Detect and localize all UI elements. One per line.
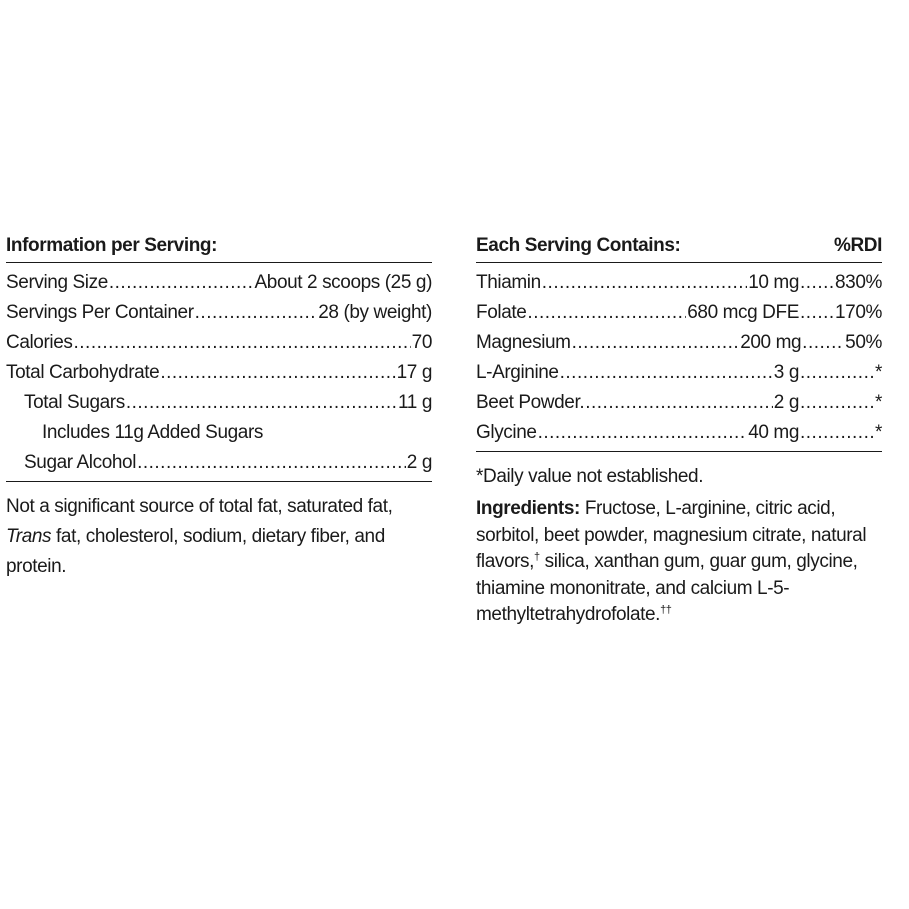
nutrient-rdi: * [875, 392, 882, 413]
footer-rule [6, 481, 432, 482]
daily-value-note: *Daily value not established. [476, 466, 704, 487]
serving-contains-heading-row [476, 232, 882, 260]
nutrient-label: Magnesium [476, 332, 571, 353]
dot-leader [527, 298, 686, 328]
nutrient-amount: 680 mcg DFE [687, 302, 799, 323]
note-text-part2: fat, cholesterol, sodium, dietary fiber, and protein. [6, 526, 385, 577]
ingredients-label: Ingredients: [476, 498, 580, 519]
dot-leader [800, 358, 874, 388]
row-value: About 2 scoops (25 g) [254, 272, 432, 293]
nutrient-rdi: 50% [845, 332, 882, 353]
dot-leader [560, 358, 773, 388]
heading-rule [6, 262, 432, 263]
serving-contains-rows [476, 268, 882, 448]
dot-leader [74, 328, 411, 358]
dot-leader [800, 268, 834, 298]
row-value: 28 (by weight) [318, 302, 432, 323]
row-label: Calories [6, 332, 73, 353]
nutrient-row [476, 388, 882, 418]
nutrient-row [476, 268, 882, 298]
note-text-part1: Not a significant source of total fat, saturated fat, [6, 496, 393, 517]
heading-rule [476, 262, 882, 263]
dot-leader [572, 328, 740, 358]
dot-leader [800, 298, 834, 328]
row-value: 70 [411, 332, 432, 353]
nutrient-rdi: * [875, 362, 882, 383]
nutrient-rdi: 830% [835, 272, 882, 293]
nutrient-row [476, 328, 882, 358]
serving-info-row [6, 388, 432, 418]
not-significant-source-note [6, 492, 432, 582]
ingredients-text-2: silica, xanthan gum, guar gum, glycine, thiamine mononitrate, and calcium L-5-methyltetrahydrofolate. [476, 551, 858, 625]
dot-leader [542, 268, 747, 298]
nutrient-amount: 10 mg [748, 272, 799, 293]
dot-leader [802, 328, 844, 358]
row-label: Serving Size [6, 272, 108, 293]
nutrient-amount: 200 mg [740, 332, 802, 353]
row-label: Servings Per Container [6, 302, 194, 323]
dagger-mark: † [534, 551, 540, 563]
serving-info-row [6, 418, 432, 448]
footer-rule [476, 451, 882, 452]
dot-leader [160, 358, 395, 388]
serving-information-panel [6, 232, 432, 582]
serving-contains-panel [476, 232, 882, 629]
row-value: 17 g [396, 362, 432, 383]
nutrient-label: Thiamin [476, 272, 541, 293]
row-label: Total Sugars [24, 392, 125, 413]
dot-leader [800, 388, 874, 418]
note-text-italic: Trans [6, 526, 52, 547]
serving-info-row [6, 298, 432, 328]
serving-info-row [6, 358, 432, 388]
nutrient-amount: 3 g [773, 362, 799, 383]
dot-leader [538, 418, 748, 448]
row-value: 2 g [406, 452, 432, 473]
rdi-heading: %RDI [833, 235, 882, 256]
serving-info-row [6, 448, 432, 478]
row-value: 11 g [398, 392, 432, 413]
row-label: Total Carbohydrate [6, 362, 160, 383]
nutrient-label: Beet Powder. [476, 392, 585, 413]
nutrient-label: L-Arginine [476, 362, 559, 383]
ingredients-paragraph [476, 496, 882, 629]
nutrient-row [476, 418, 882, 448]
serving-info-row [6, 328, 432, 358]
nutrient-amount: 2 g [773, 392, 799, 413]
ingredients-text-1: Fructose, L-arginine, citric acid, sorbitol, beet powder, magnesium citrate, natural flavors, [476, 498, 867, 572]
nutrient-rdi: 170% [835, 302, 882, 323]
serving-info-heading: Information per Serving: [6, 235, 218, 256]
row-label: Includes 11g Added Sugars [42, 422, 263, 443]
dot-leader [126, 388, 397, 418]
dot-leader [137, 448, 406, 478]
dot-leader [109, 268, 254, 298]
nutrient-label: Glycine [476, 422, 537, 443]
serving-info-rows [6, 268, 432, 478]
row-label: Sugar Alcohol [24, 452, 137, 473]
serving-info-row [6, 268, 432, 298]
nutrient-amount: 40 mg [748, 422, 799, 443]
serving-contains-heading: Each Serving Contains: [476, 235, 681, 256]
dot-leader [800, 418, 874, 448]
nutrient-row [476, 358, 882, 388]
double-dagger-mark: †† [660, 604, 672, 616]
nutrient-label: Folate [476, 302, 527, 323]
dot-leader [585, 388, 773, 418]
nutrient-rdi: * [875, 422, 882, 443]
nutrient-row [476, 298, 882, 328]
dot-leader [195, 298, 318, 328]
